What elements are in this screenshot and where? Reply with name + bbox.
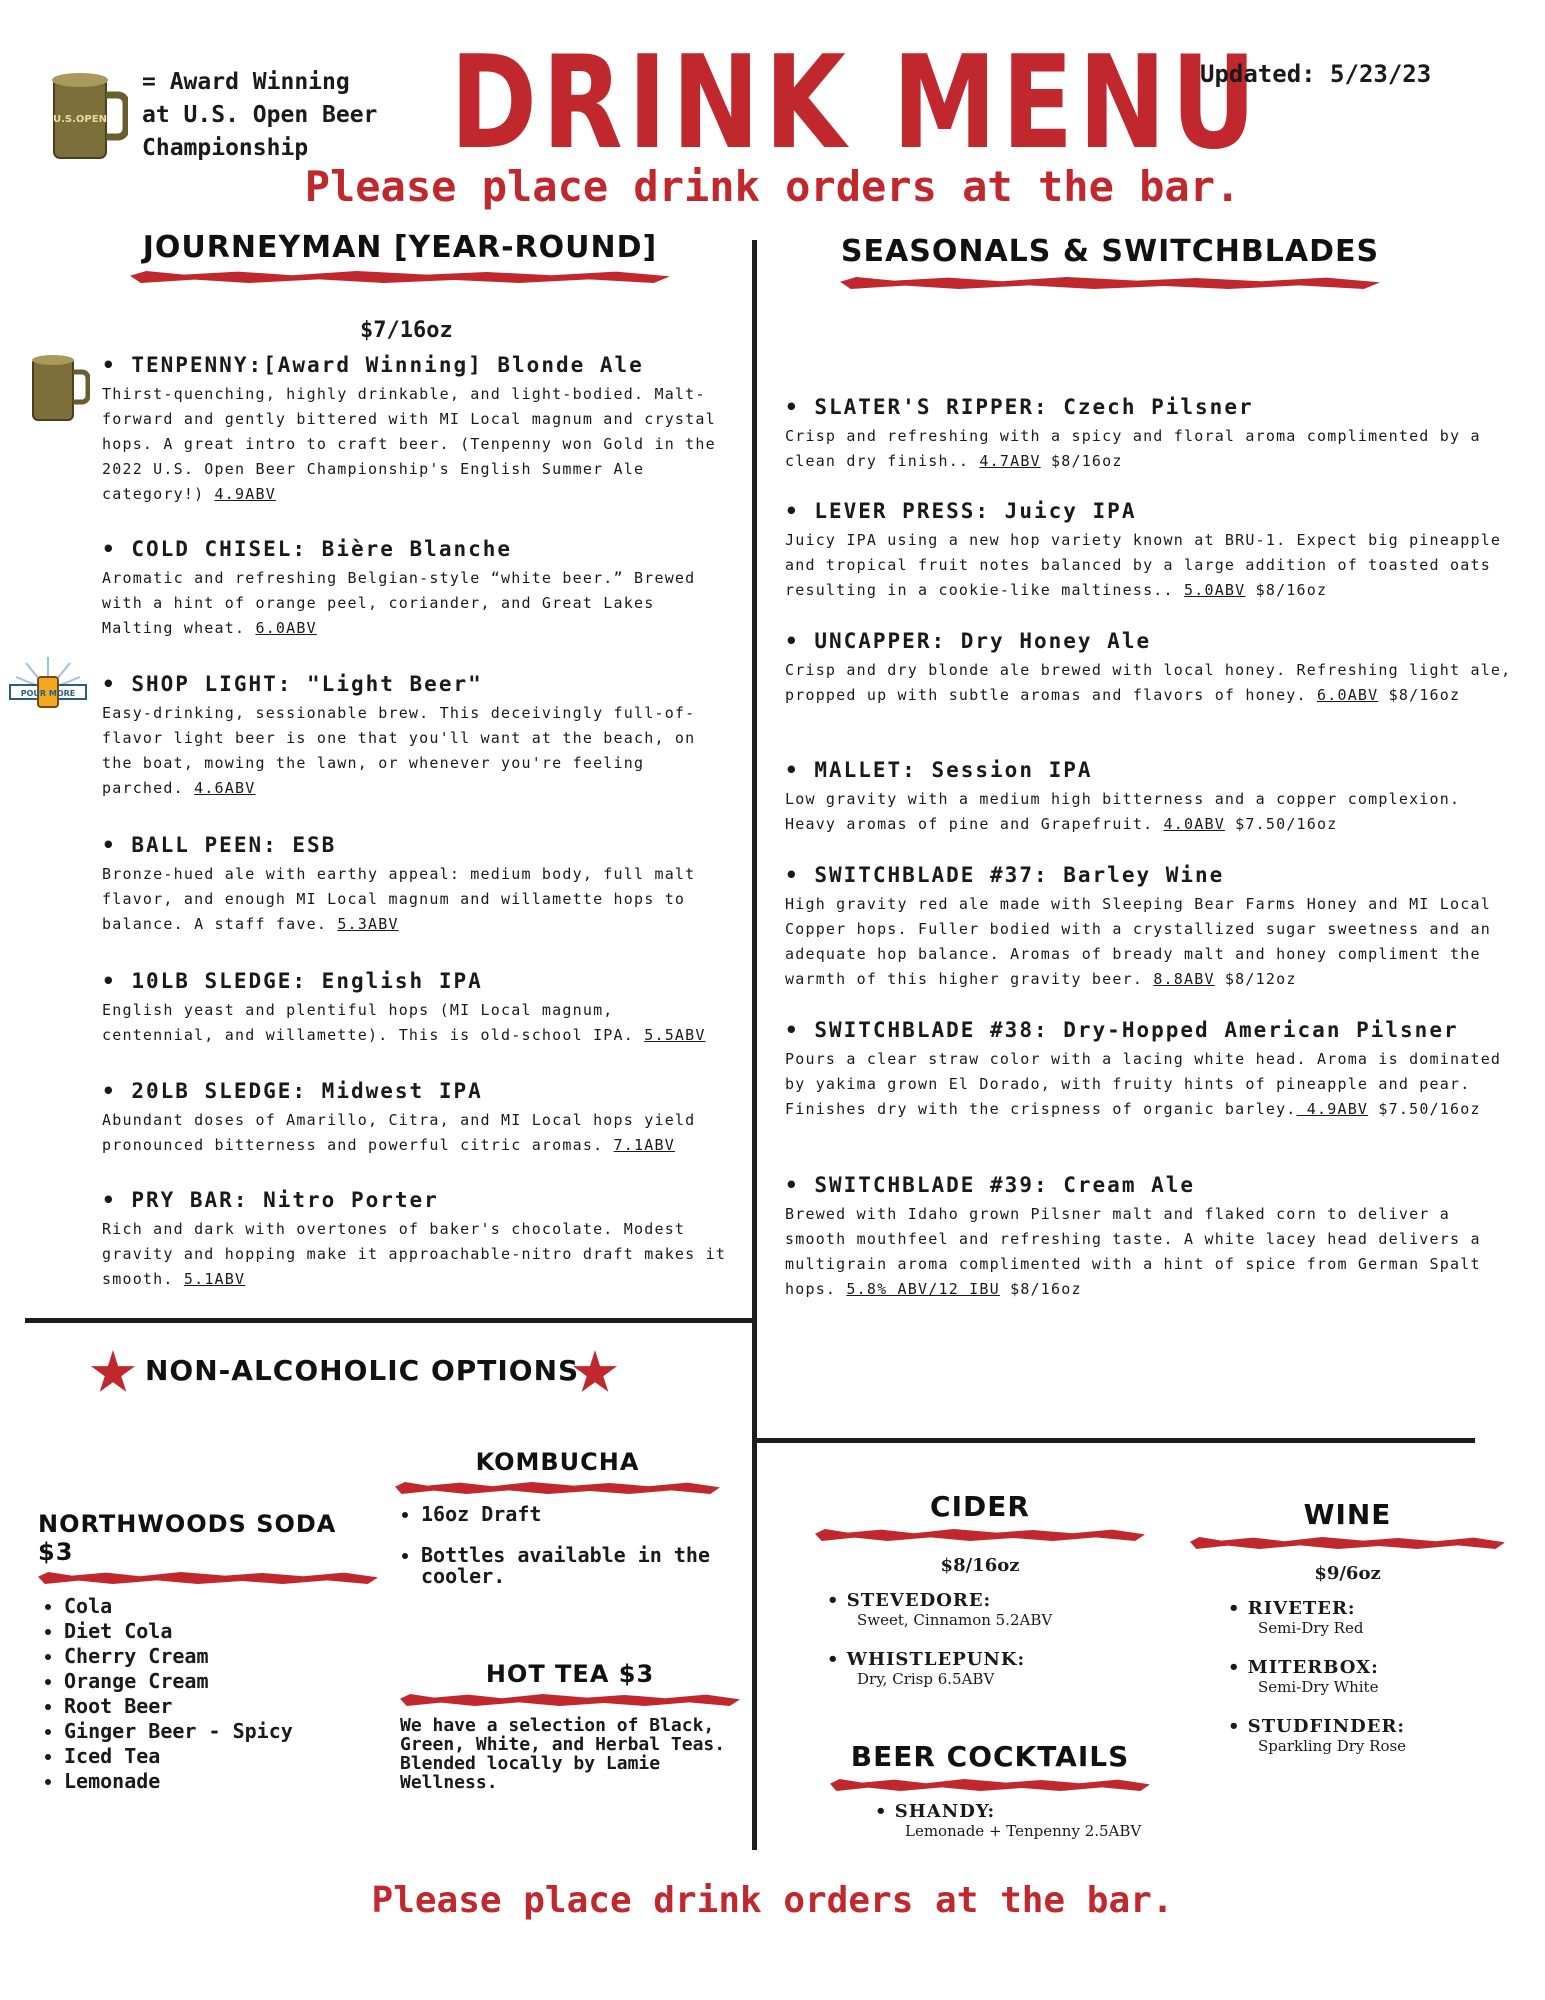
list-item: • Bottles available in the cooler. [421,1545,720,1587]
list-item: • 16oz Draft [421,1504,720,1525]
wine-description: Sparkling Dry Rose [1258,1737,1407,1755]
updated-date: Updated: 5/23/23 [1200,60,1432,88]
beer-description: Low gravity with a medium high bitterness and a copper complexion. Heavy aromas of pine and Grapefruit. 4.0ABV $7.50/16oz [785,790,1461,833]
beer-price: $8/16oz [1040,452,1123,470]
beer-item-cold-chisel [102,536,732,641]
journeyman-price: $7/16oz [360,318,453,343]
beer-description: Pours a clear straw color with a lacing white head. Aroma is dominated by yakima grown El Dorado, with fruity hints of pineapple and pear. Finishes dry with the crispness of organic barley. 4.9ABV $7.50/16oz [785,1050,1502,1118]
pour-more-badge-icon [8,655,88,725]
award-mug-icon [30,352,90,422]
heading-brush-stroke [840,277,1380,289]
abv-label: 5.0ABV [1184,581,1246,599]
beer-name: • SHOP LIGHT: "Light Beer" [102,672,483,696]
wine-description: Semi-Dry Red [1258,1619,1364,1637]
list-item: • Lemonade [64,1769,378,1794]
heading-brush-stroke [400,1694,740,1706]
list-item: • Iced Tea [64,1744,378,1769]
kombucha-list [395,1504,720,1587]
heading-brush-stroke [130,271,670,283]
beer-item-switchblade-37 [785,862,1520,992]
beer-price: $7.50/16oz [1224,815,1338,833]
beer-name: • UNCAPPER: Dry Honey Ale [785,629,1152,653]
beer-name: • SWITCHBLADE #37: Barley Wine [785,863,1225,887]
non-alcoholic-heading: NON-ALCOHOLIC OPTIONS [145,1354,580,1387]
cocktail-item: • SHANDY: Lemonade + Tenpenny 2.5ABV [875,1801,1150,1840]
beer-price: $7.50/16oz [1368,1100,1481,1118]
beer-description: Juicy IPA using a new hop variety known at BRU-1. Expect big pineapple and tropical fruit notes balanced by a large addition of toasted oats resulting in a cookie-like maltiness.. 5.0ABV $8/16oz [785,531,1502,599]
kombucha-section [395,1448,720,1587]
hot-tea-section [400,1660,740,1792]
seasonals-heading-block [840,234,1380,289]
beer-item-shop-light [102,671,732,801]
beer-description: Thirst-quenching, highly drinkable, and light-bodied. Malt-forward and gently bittered with MI Local magnum and crystal hops. A great intro to craft beer. (Tenpenny won Gold in the 2022 U.S. Open Beer Championship's English Summer Ale category!) 4.9ABV [102,385,716,503]
abv-label: 4.7ABV [979,452,1041,470]
heading-brush-stroke [1190,1537,1505,1549]
abv-label: 4.6ABV [194,779,256,797]
beer-description: Crisp and refreshing with a spicy and floral aroma complimented by a clean dry finish.. 4.7ABV $8/16oz [785,427,1481,470]
beer-item-slaters-ripper [785,394,1520,474]
journeyman-heading-block [130,230,670,283]
wine-item: • MITERBOX: Semi-Dry White [1228,1657,1505,1696]
center-divider [752,240,757,1850]
cider-item: • STEVEDORE: Sweet, Cinnamon 5.2ABV [827,1590,1145,1629]
abv-label: 8.8ABV [1153,970,1215,988]
list-item: • Ginger Beer - Spicy [64,1719,378,1744]
beer-description: English yeast and plentiful hops (MI Local magnum, centennial, and willamette). This is old-school IPA. 5.5ABV [102,1001,706,1044]
cocktail-name: SHANDY: [894,1801,996,1822]
hot-tea-description: We have a selection of Black, Green, White, and Herbal Teas. Blended locally by Lamie Wellness. [400,1715,726,1793]
seasonals-heading: SEASONALS & SWITCHBLADES [840,234,1380,269]
cider-item: • WHISTLEPUNK: Dry, Crisp 6.5ABV [827,1649,1145,1688]
beer-name: • TENPENNY:[Award Winning] Blonde Ale [102,353,644,377]
heading-brush-stroke [815,1529,1145,1541]
award-mug-icon [50,70,128,162]
abv-label: 5.1ABV [183,1270,246,1288]
abv-label: 5.5ABV [644,1026,706,1044]
beer-name: • 10LB SLEDGE: English IPA [102,969,483,993]
star-icon [90,1350,136,1396]
beer-description: Abundant doses of Amarillo, Citra, and MI Local hops yield pronounced bitterness and powerful citric aromas. 7.1ABV [102,1111,696,1154]
beer-item-uncapper [785,628,1520,708]
cider-name: STEVEDORE: [846,1590,992,1611]
soda-list [38,1594,378,1794]
beer-description: Crisp and dry blonde ale brewed with local honey. Refreshing light ale, propped up with subtle aromas and flavors of honey. 6.0ABV $8/16oz [785,661,1512,704]
abv-label: 4.9ABV [214,485,276,503]
cider-description: Dry, Crisp 6.5ABV [857,1670,995,1688]
beer-item-20lb-sledge [102,1078,732,1158]
hot-tea-heading: HOT TEA $3 [485,1660,655,1688]
soda-section [38,1510,378,1794]
beer-name: • SWITCHBLADE #38: Dry-Hopped American Pilsner [785,1018,1459,1042]
beer-item-pry-bar [102,1187,732,1292]
beer-price: $8/12oz [1214,970,1297,988]
wine-description: Semi-Dry White [1258,1678,1379,1696]
beer-name: • PRY BAR: Nitro Porter [102,1188,439,1212]
beer-name: • BALL PEEN: ESB [102,833,337,857]
beer-price: $8/16oz [1245,581,1328,599]
left-section-divider [25,1318,755,1323]
svg-text:U.S.OPEN: U.S.OPEN [53,114,107,125]
beer-description: Easy-drinking, sessionable brew. This deceivingly full-of-flavor light beer is one that you'll want at the beach, on the boat, mowing the lawn, or whenever you're feeling parched. 4.6ABV [102,704,696,797]
beer-price: $8/16oz [1378,686,1461,704]
heading-brush-stroke [395,1482,720,1494]
right-section-divider [755,1438,1475,1443]
wine-item: • RIVETER: Semi-Dry Red [1228,1598,1505,1637]
beer-description: Aromatic and refreshing Belgian-style “white beer.” Brewed with a hint of orange peel, coriander, and Great Lakes Malting wheat. 6.0ABV [102,569,696,637]
beer-description: Bronze-hued ale with earthy appeal: medium body, full malt flavor, and enough MI Local magnum and willamette hops to balance. A staff fave. 5.3ABV [102,865,696,933]
wine-item: • STUDFINDER: Sparkling Dry Rose [1228,1716,1505,1755]
award-legend-text: = Award Winning at U.S. Open Beer Championship [142,69,378,161]
beer-item-mallet [785,757,1520,837]
beer-description: Rich and dark with overtones of baker's chocolate. Modest gravity and hopping make it approachable-nitro draft makes it smooth. 5.1ABV [102,1220,727,1288]
journeyman-heading: JOURNEYMAN [YEAR-ROUND] [142,230,658,265]
wine-section [1190,1498,1505,1775]
wine-name: RIVETER: [1247,1598,1356,1619]
cider-name: WHISTLEPUNK: [846,1649,1026,1670]
list-item: • Orange Cream [64,1669,378,1694]
beer-description: Brewed with Idaho grown Pilsner malt and flaked corn to deliver a smooth mouthfeel and refreshing taste. A white lacey head delivers a multigrain aroma complimented with a hint of spice from German Spalt hops. 5.8% ABV/12 IBU $8/16oz [785,1205,1481,1298]
beer-item-switchblade-38 [785,1017,1520,1122]
beer-name: • SLATER'S RIPPER: Czech Pilsner [785,395,1254,419]
cider-description: Sweet, Cinnamon 5.2ABV [857,1611,1053,1629]
wine-name: MITERBOX: [1247,1657,1379,1678]
svg-text:POUR MORE: POUR MORE [20,689,76,698]
abv-label: 4.9ABV [1296,1100,1369,1118]
kombucha-heading: KOMBUCHA [475,1448,640,1476]
list-item: • Cherry Cream [64,1644,378,1669]
list-item: • Cola [64,1594,378,1619]
beer-item-ball-peen [102,832,732,937]
beer-description: High gravity red ale made with Sleeping Bear Farms Honey and MI Local Copper hops. Fuller bodied with a crystallized sugar sweetness and an adequate hop balance. Aromas of bready malt and honey compliment the warmth of this higher gravity beer. 8.8ABV $8/12oz [785,895,1491,988]
abv-label: 7.1ABV [613,1136,675,1154]
abv-label: 6.0ABV [1317,686,1379,704]
cider-heading: CIDER [930,1490,1030,1523]
order-note-bottom: Please place drink orders at the bar. [371,1880,1174,1921]
page-title: DRINK MENU [450,29,1262,178]
beer-name: • SWITCHBLADE #39: Cream Ale [785,1173,1196,1197]
heading-brush-stroke [38,1572,378,1584]
soda-heading: NORTHWOODS SODA $3 [38,1510,337,1566]
cider-price: $8/16oz [940,1555,1020,1576]
abv-label: 6.0ABV [255,619,317,637]
list-item: • Root Beer [64,1694,378,1719]
beer-name: • LEVER PRESS: Juicy IPA [785,499,1137,523]
beer-item-switchblade-39 [785,1172,1520,1302]
beer-name: • COLD CHISEL: Bière Blanche [102,537,513,561]
abv-label: 4.0ABV [1163,815,1225,833]
cider-section [815,1490,1145,1708]
beer-price: $8/16oz [999,1280,1082,1298]
wine-heading: WINE [1303,1498,1392,1531]
heading-brush-stroke [830,1779,1150,1791]
beer-item-10lb-sledge [102,968,732,1048]
cocktail-description: Lemonade + Tenpenny 2.5ABV [905,1822,1142,1840]
abv-label: 5.8% ABV/12 IBU [846,1280,1000,1298]
cocktails-heading: BEER COCKTAILS [850,1740,1130,1773]
abv-label: 5.3ABV [337,915,399,933]
wine-price: $9/6oz [1314,1563,1381,1584]
list-item: • Diet Cola [64,1619,378,1644]
cocktails-section [830,1740,1150,1860]
wine-name: STUDFINDER: [1247,1716,1406,1737]
beer-item-lever-press [785,498,1520,603]
beer-name: • MALLET: Session IPA [785,758,1093,782]
beer-name: • 20LB SLEDGE: Midwest IPA [102,1079,483,1103]
beer-item-tenpenny [102,352,732,507]
order-note-top: Please place drink orders at the bar. [304,162,1241,211]
